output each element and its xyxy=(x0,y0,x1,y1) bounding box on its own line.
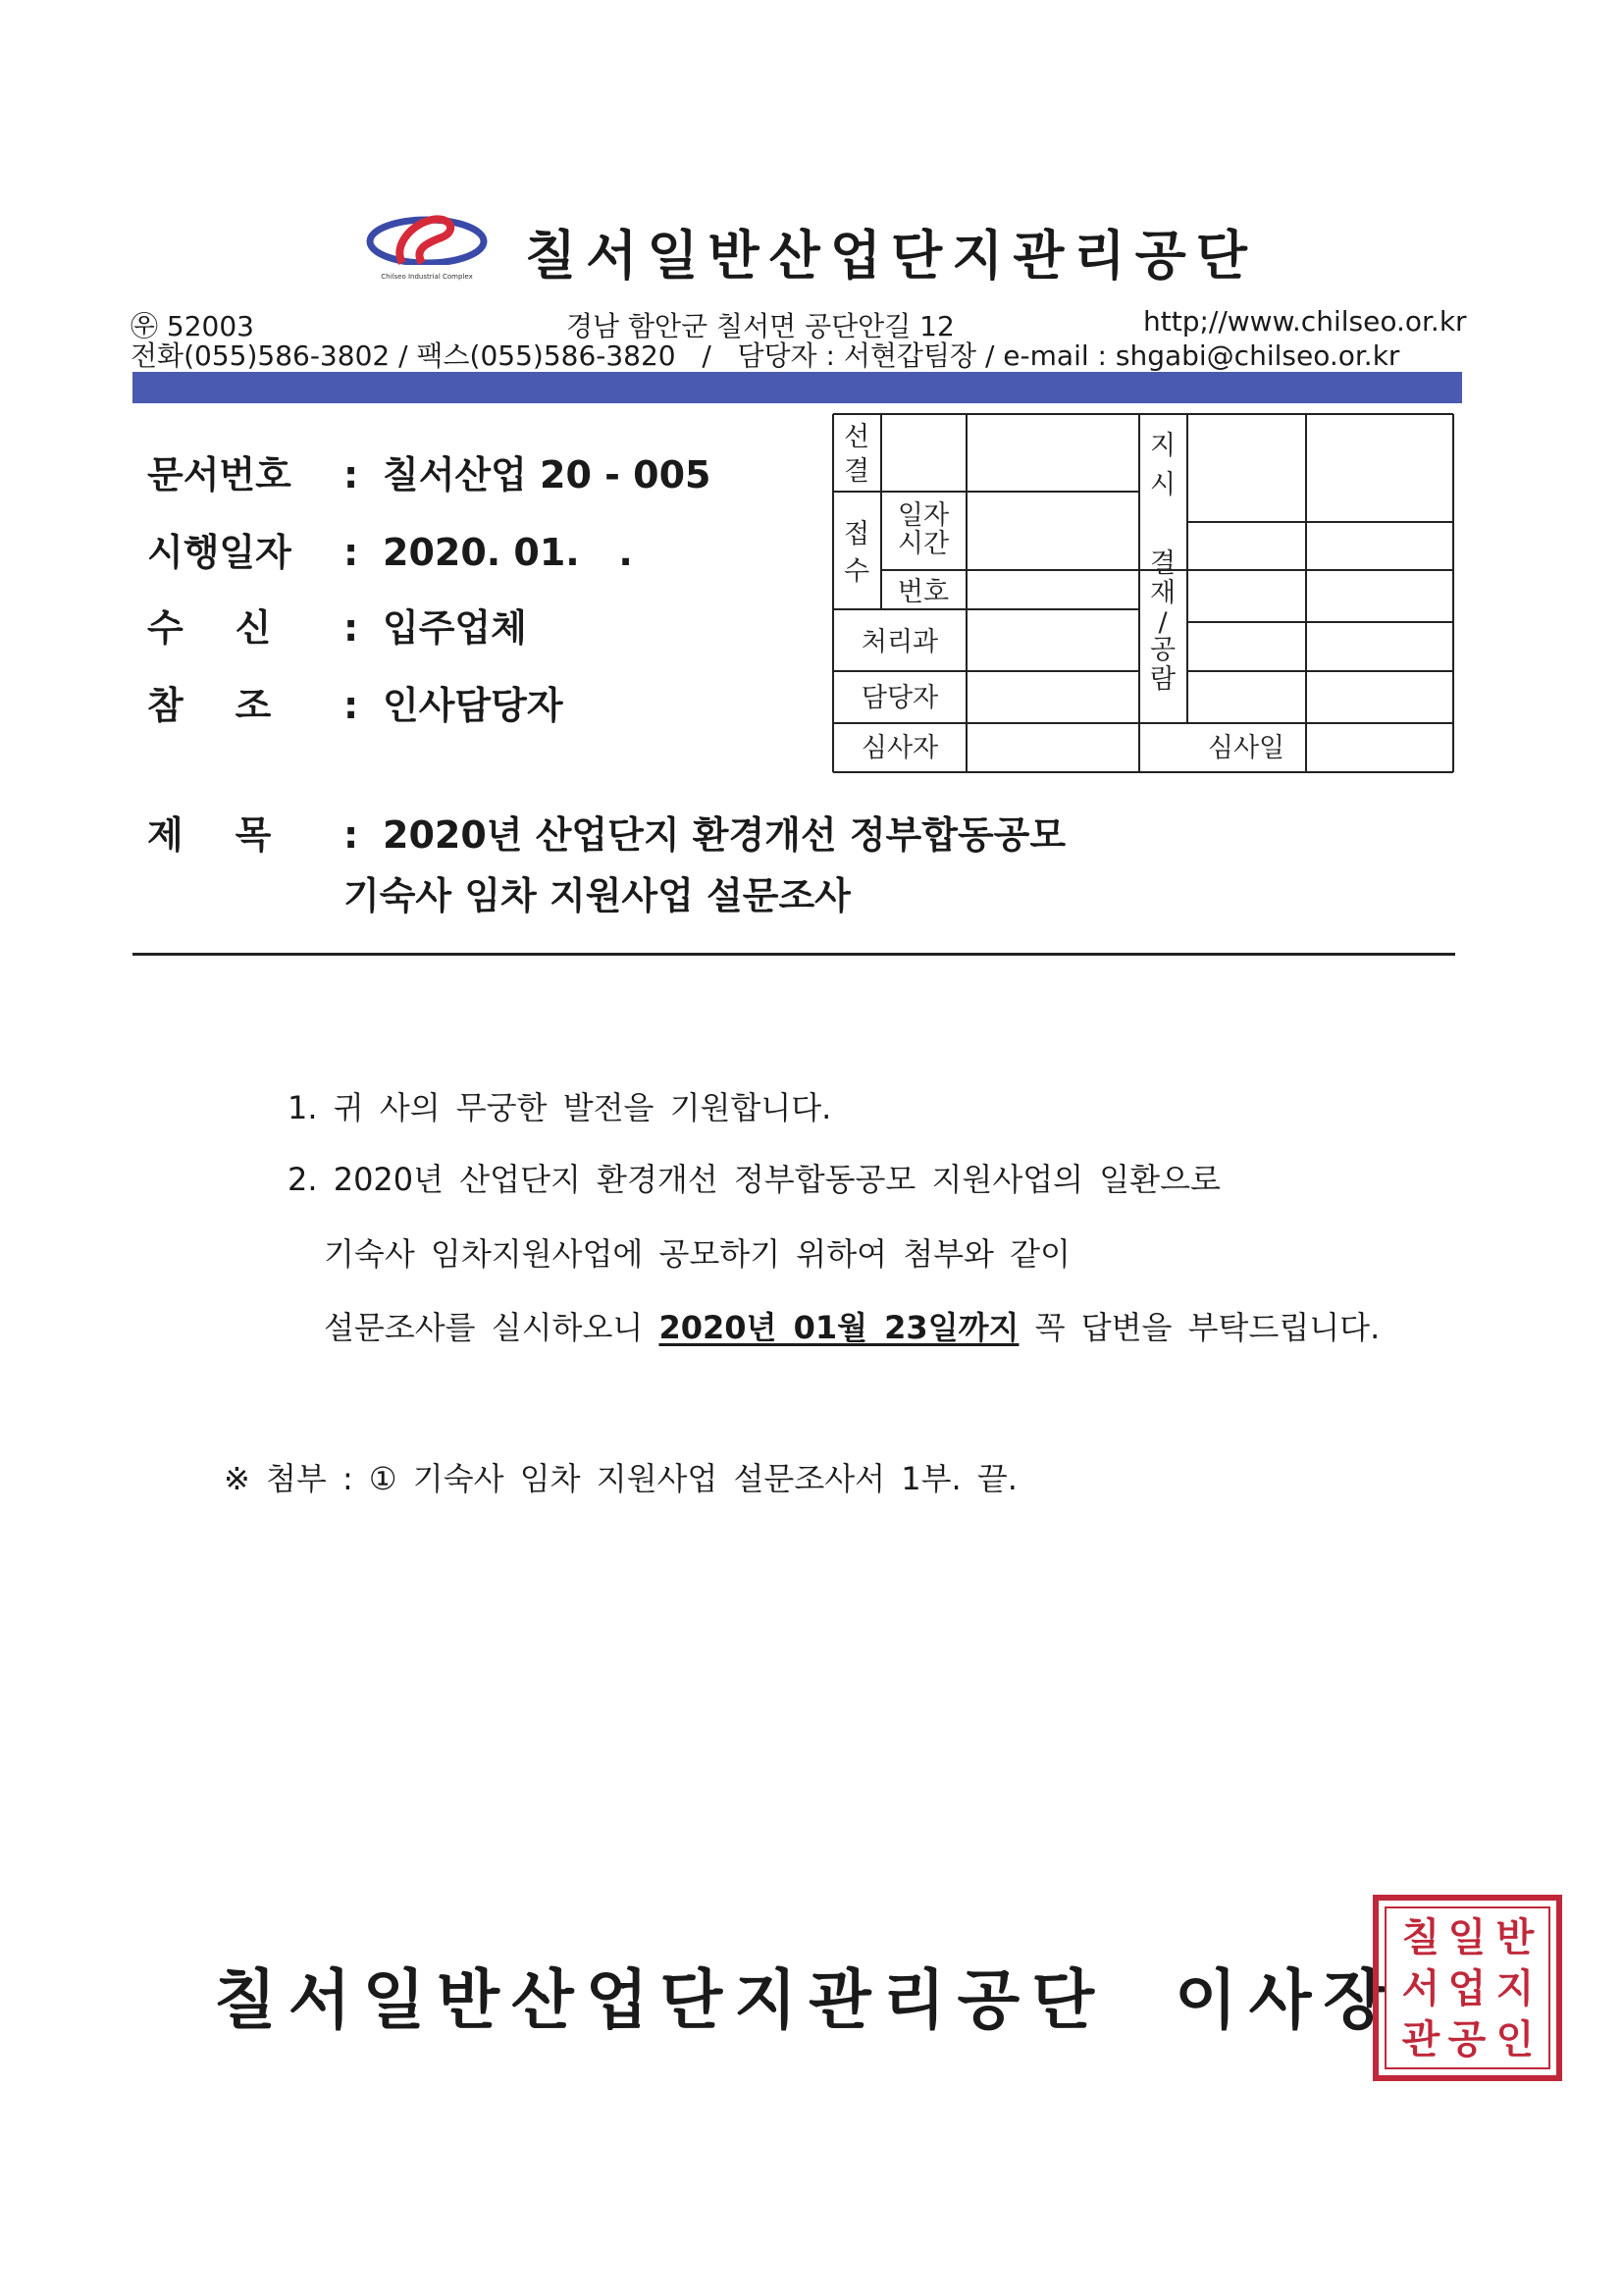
colon: : xyxy=(343,453,359,496)
doc-number-label: 문서번호 xyxy=(147,453,291,496)
jeopsu-char-2: 수 xyxy=(843,556,870,587)
gyeoljae-char-4: 공 xyxy=(1149,635,1177,665)
date-row xyxy=(147,522,633,576)
svg-text:반: 반 xyxy=(1495,1914,1535,1960)
jisi-char-1: 지 xyxy=(1149,431,1177,461)
date-value: 2020. 01. . xyxy=(383,531,633,574)
doc-number-row xyxy=(147,444,711,498)
recipient-row xyxy=(147,598,527,652)
gyeoljae-char-5: 람 xyxy=(1149,664,1177,695)
signature-line: 칠서일반산업단지관리공단 이사장 xyxy=(214,1962,1398,2038)
colon: : xyxy=(343,684,359,727)
ilja-label: 일자 xyxy=(897,500,950,531)
body-item-1: 1. 귀 사의 무궁한 발전을 기원합니다. xyxy=(288,1089,832,1126)
body-item-2-line-3 xyxy=(324,1303,1380,1348)
recipient-value: 입주업체 xyxy=(383,606,527,650)
cheorigwa-label: 처리과 xyxy=(861,627,939,657)
attachment-note: ※ 첨부 : ① 기숙사 임차 지원사업 설문조사서 1부. 끝. xyxy=(224,1460,1018,1497)
approval-grid xyxy=(832,413,1454,773)
reference-value: 인사담당자 xyxy=(383,684,563,727)
simsail-label: 심사일 xyxy=(1207,733,1285,763)
svg-text:업: 업 xyxy=(1447,1965,1487,2011)
svg-text:서: 서 xyxy=(1401,1965,1440,2011)
svg-text:지: 지 xyxy=(1495,1965,1535,2011)
logo-caption: Chilseo Industrial Complex xyxy=(381,273,473,281)
subject-row xyxy=(147,805,1066,859)
colon: : xyxy=(343,531,359,574)
damdangja-label: 담당자 xyxy=(861,683,939,713)
date-label: 시행일자 xyxy=(147,531,291,574)
simsaja-label: 심사자 xyxy=(861,733,939,763)
deadline-date: 2020년 01월 23일까지 xyxy=(658,1309,1020,1346)
body-item-2-line-1: 2. 2020년 산업단지 환경개선 정부합동공모 지원사업의 일환으로 xyxy=(288,1161,1221,1198)
seongyeol-char-2: 결 xyxy=(843,456,870,487)
seongyeol-char-1: 선 xyxy=(843,422,870,452)
beonho-label: 번호 xyxy=(897,577,950,607)
reference-label: 참 조 xyxy=(147,684,272,727)
website: http;//www.chilseo.or.kr xyxy=(1143,305,1467,338)
subject-label: 제 목 xyxy=(147,813,272,857)
colon: : xyxy=(343,606,359,650)
subject-divider xyxy=(132,953,1455,956)
reference-row xyxy=(147,675,563,729)
jisi-char-2: 시 xyxy=(1149,470,1177,500)
official-seal xyxy=(1372,1894,1563,2082)
body-line-3-post: 꼭 답변을 부탁드립니다. xyxy=(1019,1309,1381,1346)
subject-line-1: 2020년 산업단지 환경개선 정부합동공모 xyxy=(383,813,1067,857)
subject-line-2: 기숙사 임차 지원사업 설문조사 xyxy=(343,874,851,917)
header-bar xyxy=(132,372,1462,403)
body-line-3-pre: 설문조사를 실시하오니 xyxy=(324,1309,659,1346)
sigan-label: 시간 xyxy=(897,529,950,559)
contact-line: 전화(055)586-3802 / 팩스(055)586-3820 / 담당자 : 서현갑팀장 / e-mail : shgabi@chilseo.or.kr xyxy=(131,339,1400,372)
svg-text:공: 공 xyxy=(1447,2016,1487,2062)
svg-text:칠: 칠 xyxy=(1401,1914,1440,1960)
gyeoljae-slash: / xyxy=(1158,607,1168,638)
org-title: 칠서일반산업단지관리공단 xyxy=(525,225,1257,287)
svg-text:인: 인 xyxy=(1495,2016,1535,2062)
recipient-label: 수 신 xyxy=(147,606,272,650)
doc-number-value: 칠서산업 20 - 005 xyxy=(383,453,711,496)
postal-code: ㉾ 52003 xyxy=(131,310,254,342)
address: 경남 함안군 칠서면 공단안길 12 xyxy=(566,310,955,342)
svg-text:관: 관 xyxy=(1401,2016,1440,2062)
svg-text:일: 일 xyxy=(1447,1914,1487,1960)
colon: : xyxy=(343,813,359,857)
body-item-2-line-2: 기숙사 임차지원사업에 공모하기 위하여 첨부와 같이 xyxy=(324,1235,1071,1273)
gyeoljae-char-2: 재 xyxy=(1149,578,1177,608)
jeopsu-char-1: 접 xyxy=(843,519,870,549)
gyeoljae-char-1: 결 xyxy=(1149,548,1177,579)
